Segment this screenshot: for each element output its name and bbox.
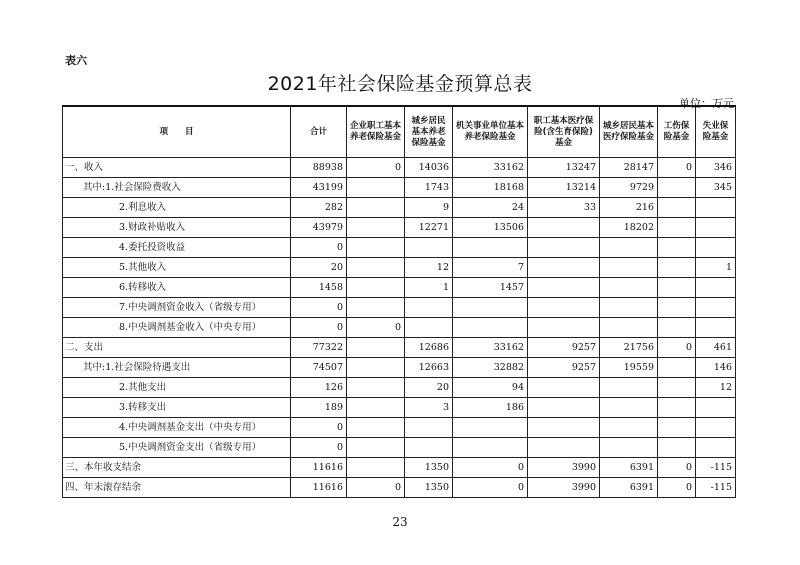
column-header: 城乡居民基本医疗保险基金 xyxy=(600,106,658,158)
table-cell: 33 xyxy=(528,198,600,218)
table-cell: 0 xyxy=(347,318,405,338)
table-cell xyxy=(696,198,736,218)
table-row xyxy=(63,198,736,218)
table-body xyxy=(63,158,736,498)
table-cell xyxy=(453,318,528,338)
table-cell xyxy=(347,278,405,298)
table-cell: 0 xyxy=(291,238,347,258)
table-cell xyxy=(696,218,736,238)
table-cell: 18168 xyxy=(453,178,528,198)
table-cell xyxy=(600,238,658,258)
page-title: 2021年社会保险基金预算总表 xyxy=(267,73,533,95)
table-cell xyxy=(528,238,600,258)
table-row xyxy=(63,338,736,358)
table-cell: 33162 xyxy=(453,338,528,358)
table-row xyxy=(63,458,736,478)
table-cell: 0 xyxy=(347,158,405,178)
table-cell: 12271 xyxy=(405,218,453,238)
table-cell xyxy=(696,238,736,258)
table-cell: 13247 xyxy=(528,158,600,178)
table-cell: 12686 xyxy=(405,338,453,358)
table-cell: 24 xyxy=(453,198,528,218)
table-row xyxy=(63,418,736,438)
table-cell: -115 xyxy=(696,458,736,478)
table-cell xyxy=(658,238,696,258)
table-cell: 12663 xyxy=(405,358,453,378)
table-cell xyxy=(658,318,696,338)
table-cell: 0 xyxy=(291,318,347,338)
row-label: 2.利息收入 xyxy=(63,198,291,218)
table-cell: 126 xyxy=(291,378,347,398)
table-cell: 13214 xyxy=(528,178,600,198)
table-cell: 28147 xyxy=(600,158,658,178)
row-label: 4.委托投资收益 xyxy=(63,238,291,258)
table-cell xyxy=(528,258,600,278)
table-cell xyxy=(405,438,453,458)
table-cell: 43199 xyxy=(291,178,347,198)
row-label: 三、本年收支结余 xyxy=(63,458,291,478)
table-cell xyxy=(658,418,696,438)
table-cell: 0 xyxy=(347,478,405,498)
table-cell xyxy=(658,398,696,418)
table-cell: 74507 xyxy=(291,358,347,378)
table-cell: 189 xyxy=(291,398,347,418)
table-cell xyxy=(347,398,405,418)
table-row xyxy=(63,438,736,458)
table-cell: 0 xyxy=(453,458,528,478)
table-cell xyxy=(528,278,600,298)
unit-label: 单位：万元 xyxy=(679,97,734,110)
table-cell: 3990 xyxy=(528,458,600,478)
table-cell: 1457 xyxy=(453,278,528,298)
table-cell: 282 xyxy=(291,198,347,218)
table-row xyxy=(63,298,736,318)
table-cell xyxy=(528,418,600,438)
table-cell xyxy=(528,398,600,418)
table-cell xyxy=(696,318,736,338)
table-cell xyxy=(347,218,405,238)
page-number: 23 xyxy=(392,515,408,529)
table-cell xyxy=(453,418,528,438)
table-row xyxy=(63,238,736,258)
column-header: 机关事业单位基本养老保险基金 xyxy=(453,106,528,158)
table-cell: 11616 xyxy=(291,458,347,478)
table-cell: 18202 xyxy=(600,218,658,238)
table-cell xyxy=(658,378,696,398)
table-label: 表六 xyxy=(65,54,87,67)
table-row xyxy=(63,218,736,238)
table-row xyxy=(63,358,736,378)
table-cell: 0 xyxy=(658,338,696,358)
table-cell xyxy=(347,298,405,318)
table-cell: 346 xyxy=(696,158,736,178)
table-cell: 88938 xyxy=(291,158,347,178)
table-cell xyxy=(528,438,600,458)
column-header: 失业保险基金 xyxy=(696,106,736,158)
table-cell: 43979 xyxy=(291,218,347,238)
table-cell xyxy=(600,438,658,458)
table-cell: 19559 xyxy=(600,358,658,378)
table-cell xyxy=(600,378,658,398)
table-cell xyxy=(405,418,453,438)
table-cell: 12 xyxy=(696,378,736,398)
table-cell: 0 xyxy=(291,298,347,318)
header-row xyxy=(63,106,736,158)
row-label: 5.其他收入 xyxy=(63,258,291,278)
table-cell xyxy=(347,198,405,218)
table-cell xyxy=(528,378,600,398)
table-cell xyxy=(658,178,696,198)
table-cell xyxy=(600,398,658,418)
row-label: 2.其他支出 xyxy=(63,378,291,398)
table-row xyxy=(63,398,736,418)
table-cell: 1350 xyxy=(405,458,453,478)
table-cell: -115 xyxy=(696,478,736,498)
table-cell: 9257 xyxy=(528,358,600,378)
table-cell xyxy=(658,278,696,298)
table-row xyxy=(63,478,736,498)
table-cell xyxy=(658,358,696,378)
row-label: 8.中央调剂基金收入（中央专用） xyxy=(63,318,291,338)
table-cell: 345 xyxy=(696,178,736,198)
table-cell xyxy=(600,278,658,298)
table-row xyxy=(63,258,736,278)
column-header: 职工基本医疗保险(含生育保险)基金 xyxy=(528,106,600,158)
budget-table xyxy=(62,105,736,498)
column-header: 合计 xyxy=(291,106,347,158)
table-row xyxy=(63,278,736,298)
table-cell xyxy=(528,318,600,338)
table-cell xyxy=(347,438,405,458)
table-cell: 1 xyxy=(696,258,736,278)
table-cell xyxy=(696,278,736,298)
row-label: 其中:1.社会保险待遇支出 xyxy=(63,358,291,378)
table-cell: 0 xyxy=(658,458,696,478)
table-cell xyxy=(347,418,405,438)
row-label: 4.中央调剂基金支出（中央专用） xyxy=(63,418,291,438)
table-cell xyxy=(453,438,528,458)
table-cell: 21756 xyxy=(600,338,658,358)
table-cell: 32882 xyxy=(453,358,528,378)
row-label: 二、支出 xyxy=(63,338,291,358)
table-cell: 3 xyxy=(405,398,453,418)
table-cell: 0 xyxy=(453,478,528,498)
table-cell: 461 xyxy=(696,338,736,358)
table-cell: 6391 xyxy=(600,478,658,498)
row-label: 5.中央调剂资金支出（省级专用） xyxy=(63,438,291,458)
row-label: 一、收入 xyxy=(63,158,291,178)
table-cell: 12 xyxy=(405,258,453,278)
table-cell: 1350 xyxy=(405,478,453,498)
table-cell: 9 xyxy=(405,198,453,218)
table-cell: 11616 xyxy=(291,478,347,498)
table-cell xyxy=(347,358,405,378)
table-row xyxy=(63,318,736,338)
table-cell xyxy=(347,338,405,358)
table-cell xyxy=(600,318,658,338)
table-cell: 216 xyxy=(600,198,658,218)
table-cell xyxy=(696,398,736,418)
table-row xyxy=(63,158,736,178)
table-cell xyxy=(658,438,696,458)
table-cell: 0 xyxy=(291,418,347,438)
column-header: 企业职工基本养老保险基金 xyxy=(347,106,405,158)
table-cell xyxy=(696,438,736,458)
table-cell: 146 xyxy=(696,358,736,378)
table-cell: 9729 xyxy=(600,178,658,198)
table-cell xyxy=(600,258,658,278)
column-header: 工伤保险基金 xyxy=(658,106,696,158)
table-cell xyxy=(405,298,453,318)
row-label: 6.转移收入 xyxy=(63,278,291,298)
row-label: 3.转移支出 xyxy=(63,398,291,418)
table-cell xyxy=(453,238,528,258)
column-header: 项 目 xyxy=(63,106,291,158)
table-cell xyxy=(528,298,600,318)
table-cell xyxy=(405,318,453,338)
table-cell xyxy=(347,378,405,398)
table-cell: 9257 xyxy=(528,338,600,358)
table-cell xyxy=(347,458,405,478)
table-cell xyxy=(453,298,528,318)
table-cell: 0 xyxy=(658,478,696,498)
table-cell xyxy=(347,238,405,258)
table-cell: 3990 xyxy=(528,478,600,498)
table-cell xyxy=(696,418,736,438)
table-cell: 20 xyxy=(405,378,453,398)
table-cell xyxy=(347,258,405,278)
row-label: 四、年末滚存结余 xyxy=(63,478,291,498)
table-row xyxy=(63,378,736,398)
column-header: 城乡居民基本养老保险基金 xyxy=(405,106,453,158)
table-cell xyxy=(696,298,736,318)
table-cell xyxy=(658,298,696,318)
table-cell: 77322 xyxy=(291,338,347,358)
table-row xyxy=(63,178,736,198)
table-cell: 13506 xyxy=(453,218,528,238)
row-label: 其中:1.社会保险费收入 xyxy=(63,178,291,198)
table-cell xyxy=(658,198,696,218)
table-cell: 0 xyxy=(658,158,696,178)
table-cell: 6391 xyxy=(600,458,658,478)
table-cell: 1458 xyxy=(291,278,347,298)
row-label: 3.财政补贴收入 xyxy=(63,218,291,238)
table-cell: 20 xyxy=(291,258,347,278)
table-cell: 33162 xyxy=(453,158,528,178)
table-cell xyxy=(528,218,600,238)
table-cell xyxy=(658,258,696,278)
table-cell: 1743 xyxy=(405,178,453,198)
table-cell xyxy=(600,298,658,318)
table-cell: 186 xyxy=(453,398,528,418)
table-cell xyxy=(347,178,405,198)
table-cell: 1 xyxy=(405,278,453,298)
table-cell xyxy=(600,418,658,438)
table-cell: 94 xyxy=(453,378,528,398)
table-cell xyxy=(405,238,453,258)
table-cell xyxy=(658,218,696,238)
row-label: 7.中央调剂资金收入（省级专用） xyxy=(63,298,291,318)
table-cell: 0 xyxy=(291,438,347,458)
table-cell: 7 xyxy=(453,258,528,278)
table-cell: 14036 xyxy=(405,158,453,178)
